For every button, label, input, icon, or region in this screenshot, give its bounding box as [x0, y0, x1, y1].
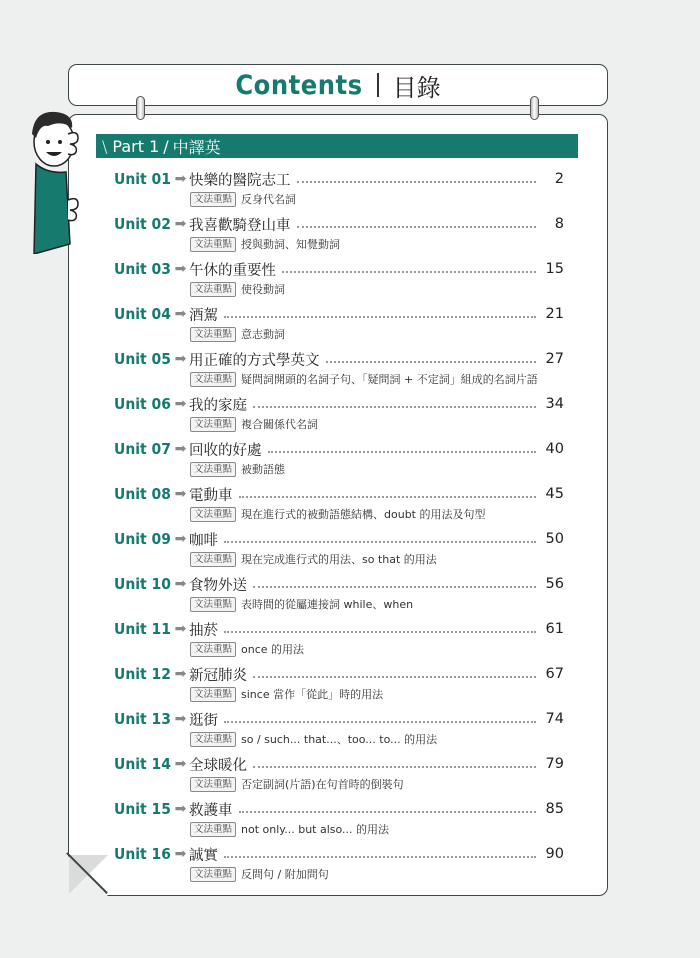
unit-label: Unit 09 [114, 530, 171, 548]
dot-leader [224, 856, 536, 858]
arrow-right-icon: ➡ [174, 486, 187, 502]
grammar-badge: 文法重點 [190, 822, 236, 837]
grammar-badge: 文法重點 [190, 867, 236, 882]
grammar-badge: 文法重點 [190, 192, 236, 207]
unit-title: 我喜歡騎登山車 [189, 217, 291, 234]
dot-leader [253, 406, 536, 408]
arrow-right-icon: ➡ [174, 171, 187, 187]
grammar-point: 現在完成進行式的用法、so that 的用法 [241, 553, 437, 566]
grammar-point: 被動語態 [241, 463, 286, 476]
arrow-right-icon: ➡ [174, 306, 187, 322]
arrow-right-icon: ➡ [174, 576, 187, 592]
arrow-right-icon: ➡ [174, 531, 187, 547]
unit-title: 我的家庭 [189, 397, 247, 414]
page-number: 40 [545, 441, 564, 457]
unit-entry[interactable] [114, 708, 564, 753]
unit-label: Unit 16 [114, 845, 171, 863]
unit-list [114, 168, 564, 888]
dot-leader [239, 811, 537, 813]
binder-ring-right [530, 96, 539, 120]
arrow-right-icon: ➡ [174, 216, 187, 232]
grammar-point: 否定副詞(片語)在句首時的倒裝句 [241, 778, 404, 791]
unit-entry[interactable] [114, 753, 564, 798]
unit-entry[interactable] [114, 213, 564, 258]
grammar-point: 現在進行式的被動語態結構、doubt 的用法及句型 [241, 508, 486, 521]
unit-entry[interactable] [114, 663, 564, 708]
unit-title: 抽菸 [189, 622, 218, 639]
unit-title: 咖啡 [189, 532, 218, 549]
unit-label: Unit 02 [114, 215, 171, 233]
part-divider: / [163, 136, 169, 156]
mascot-illustration [18, 104, 86, 254]
arrow-right-icon: ➡ [174, 711, 187, 727]
dot-leader [297, 181, 537, 183]
grammar-point: 複合關係代名詞 [241, 418, 319, 431]
unit-entry[interactable] [114, 573, 564, 618]
page-number: 90 [545, 846, 564, 862]
unit-entry[interactable] [114, 528, 564, 573]
grammar-badge: 文法重點 [190, 687, 236, 702]
unit-label: Unit 13 [114, 710, 171, 728]
unit-label: Unit 08 [114, 485, 171, 503]
grammar-badge: 文法重點 [190, 237, 236, 252]
part-heading [96, 134, 578, 158]
unit-title: 誠實 [189, 847, 218, 864]
unit-title: 逛街 [189, 712, 218, 729]
unit-entry[interactable] [114, 348, 564, 393]
page-number: 34 [545, 396, 564, 412]
grammar-point: 反問句 / 附加問句 [241, 868, 329, 881]
part-slash: \ [102, 136, 108, 156]
unit-title: 全球暖化 [189, 757, 247, 774]
dot-leader [253, 676, 536, 678]
grammar-point: 疑問詞開頭的名詞子句、「疑問詞 + 不定詞」組成的名詞片語 [241, 373, 538, 386]
title-divider [377, 73, 379, 97]
unit-label: Unit 01 [114, 170, 171, 188]
page-number: 67 [545, 666, 564, 682]
grammar-badge: 文法重點 [190, 552, 236, 567]
binder-ring-left [136, 96, 145, 120]
unit-title: 午休的重要性 [189, 262, 276, 279]
unit-entry[interactable] [114, 258, 564, 303]
page-number: 50 [545, 531, 564, 547]
contents-title-zh: 目錄 [392, 73, 441, 102]
grammar-point: since 當作「從此」時的用法 [241, 688, 384, 701]
unit-label: Unit 12 [114, 665, 171, 683]
unit-title: 電動車 [189, 487, 233, 504]
page-number: 8 [554, 216, 564, 232]
contents-title-en: Contents [235, 69, 363, 101]
unit-title: 酒駕 [189, 307, 218, 324]
grammar-badge: 文法重點 [190, 327, 236, 342]
arrow-right-icon: ➡ [174, 441, 187, 457]
dot-leader [224, 316, 536, 318]
grammar-point: so / such... that...、too... to... 的用法 [241, 733, 438, 746]
grammar-badge: 文法重點 [190, 777, 236, 792]
page-number: 21 [545, 306, 564, 322]
dot-leader [326, 361, 537, 363]
unit-label: Unit 15 [114, 800, 171, 818]
unit-entry[interactable] [114, 438, 564, 483]
page-number: 27 [545, 351, 564, 367]
unit-label: Unit 11 [114, 620, 171, 638]
dot-leader [253, 586, 536, 588]
dot-leader [253, 766, 536, 768]
dot-leader [224, 721, 536, 723]
grammar-badge: 文法重點 [190, 372, 236, 387]
arrow-right-icon: ➡ [174, 621, 187, 637]
grammar-point: 表時間的從屬連接詞 while、when [241, 598, 414, 611]
dot-leader [224, 631, 536, 633]
unit-title: 快樂的醫院志工 [189, 172, 291, 189]
grammar-point: 意志動詞 [241, 328, 286, 341]
unit-title: 新冠肺炎 [189, 667, 247, 684]
dot-leader [282, 271, 536, 273]
grammar-badge: 文法重點 [190, 282, 236, 297]
arrow-right-icon: ➡ [174, 351, 187, 367]
grammar-badge: 文法重點 [190, 507, 236, 522]
unit-label: Unit 14 [114, 755, 171, 773]
unit-entry[interactable] [114, 798, 564, 843]
part-label: Part 1 [112, 136, 160, 156]
grammar-point: once 的用法 [241, 643, 305, 656]
page-number: 15 [545, 261, 564, 277]
page-number: 61 [545, 621, 564, 637]
dot-leader [297, 226, 537, 228]
page-number: 79 [545, 756, 564, 772]
grammar-badge: 文法重點 [190, 642, 236, 657]
page-number: 56 [545, 576, 564, 592]
grammar-point: 反身代名詞 [241, 193, 297, 206]
unit-label: Unit 04 [114, 305, 171, 323]
unit-entry[interactable] [114, 618, 564, 663]
grammar-badge: 文法重點 [190, 417, 236, 432]
grammar-point: not only... but also... 的用法 [241, 823, 390, 836]
page-number: 2 [554, 171, 564, 187]
contents-header [68, 64, 608, 106]
unit-label: Unit 06 [114, 395, 171, 413]
unit-label: Unit 03 [114, 260, 171, 278]
arrow-right-icon: ➡ [174, 261, 187, 277]
unit-entry[interactable] [114, 168, 564, 213]
grammar-point: 授與動詞、知覺動詞 [241, 238, 341, 251]
unit-label: Unit 10 [114, 575, 171, 593]
grammar-badge: 文法重點 [190, 462, 236, 477]
unit-title: 回收的好處 [189, 442, 262, 459]
part-subtitle: 中譯英 [172, 137, 221, 157]
unit-entry[interactable] [114, 483, 564, 528]
page-number: 85 [545, 801, 564, 817]
grammar-badge: 文法重點 [190, 732, 236, 747]
arrow-right-icon: ➡ [174, 846, 187, 862]
unit-label: Unit 05 [114, 350, 171, 368]
unit-title: 救護車 [189, 802, 233, 819]
grammar-point: 使役動詞 [241, 283, 286, 296]
unit-label: Unit 07 [114, 440, 171, 458]
arrow-right-icon: ➡ [174, 756, 187, 772]
arrow-right-icon: ➡ [174, 801, 187, 817]
unit-entry[interactable] [114, 843, 564, 888]
unit-title: 用正確的方式學英文 [189, 352, 320, 369]
unit-entry[interactable] [114, 393, 564, 438]
arrow-right-icon: ➡ [174, 396, 187, 412]
grammar-badge: 文法重點 [190, 597, 236, 612]
page-number: 45 [545, 486, 564, 502]
arrow-right-icon: ➡ [174, 666, 187, 682]
dot-leader [268, 451, 537, 453]
unit-entry[interactable] [114, 303, 564, 348]
dot-leader [224, 541, 536, 543]
unit-title: 食物外送 [189, 577, 247, 594]
page-number: 74 [545, 711, 564, 727]
dot-leader [239, 496, 537, 498]
